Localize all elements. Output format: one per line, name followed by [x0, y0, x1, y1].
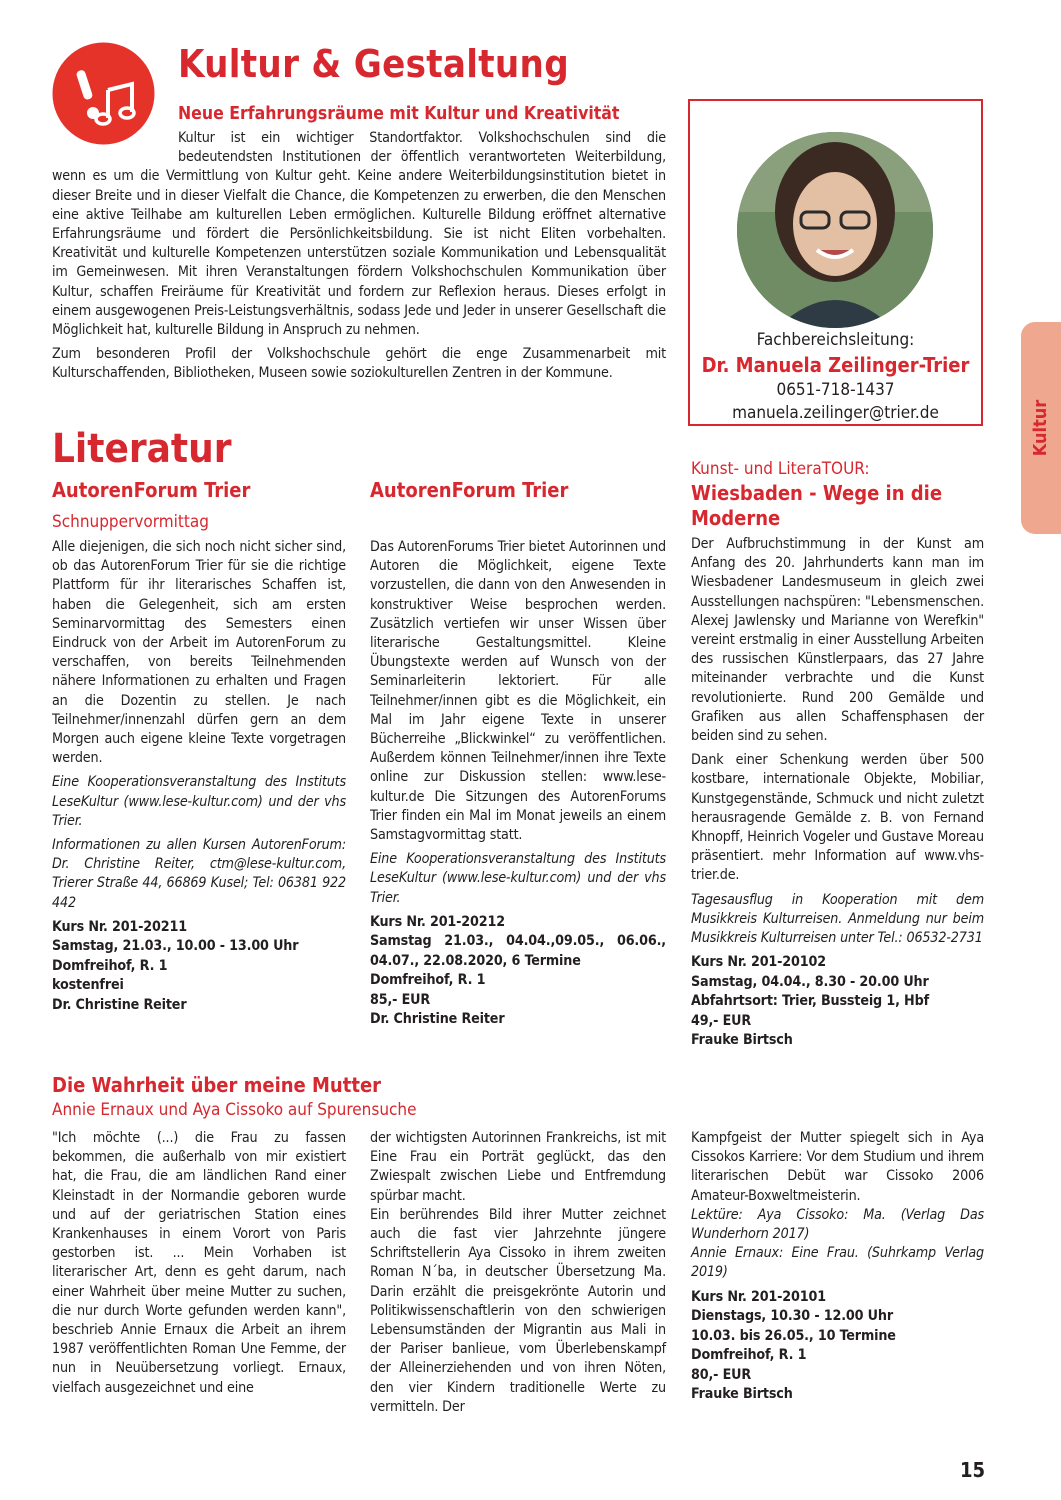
- contact-photo: [737, 132, 933, 328]
- tour-body1: Der Aufbruchstimmung in der Kunst am Anfang des 20. Jahrhunderts kann man im Wiesbadener Landesmuseum in gleich zwei Ausstellungen nachspüren: "Lebensmenschen. Alexej Jawlensky und Marianne von Werefkin" vereint erstmalig in einer Ausstellung Arbeiten des russischen Künstlerpaars, das 27 Jahre miteinander verbrachte und die Kunst revolutionierte. Rund 200 Gemälde und Grafiken aus allen Schaffensphasen der beiden sind zu sehen.: [691, 536, 984, 745]
- course1-note2: Informationen zu allen Kursen AutorenForum: Dr. Christine Reiter, ctm@lese-kultur.com, Trierer Straße 44, 66869 Kusel; Tel: 06381 922 442: [52, 837, 346, 911]
- wahrheit-teacher: Frauke Birtsch: [691, 1386, 793, 1403]
- course1-location: Domfreihof, R. 1: [52, 957, 168, 974]
- tour-kurs-nr: Kurs Nr. 201-20102: [691, 954, 826, 971]
- wahrheit-subtitle: Annie Ernaux und Aya Cissoko auf Spurensuche: [52, 1100, 417, 1120]
- wahrheit-col1: [52, 1129, 346, 1403]
- intro-paragraph-1: Kultur ist ein wichtiger Standortfaktor. Volkshochschulen sind die bedeutendsten Institutionen der öffentlich verantworteten Weiterbildung, wenn es um die Vermittlung von Kultur geht. Keine andere Weiterbildungsinstitution bietet in dieser Breite und in dieser Vielfalt die Chance, die Kompetenzen zu erwerben, die den Menschen eine aktive Teilhabe am kulturellen Leben ermöglichen. Kulturelle Bildung eröffnet alternative Erfahrungsräume und fördert die Persönlichkeitsbildung. Sie ist nicht Eliten vorbehalten. Kreativität und kulturelle Kompetenzen unterstützen soziale Kommunikation und Lebensqualität im Gemeinwesen. Mit ihren Veranstaltungen fördern Volkshochschulen Kommunikation über Kultur, schaffen Freiräume für Kreativität und fordern zur Reflexion heraus. Dieses erfolgt in einem ausgewogenen Preis-Leistungsverhältnis, sodass Jede und Jeder in unserer Gesellschaft die Möglichkeit hat, kulturelle Bildung in Anspruch zu nehmen.: [52, 130, 666, 339]
- tour-teacher: Frauke Birtsch: [691, 1032, 793, 1049]
- wahrheit-lit1: Lektüre: Aya Cissoko: Ma. (Verlag Das Wunderhorn 2017): [691, 1206, 984, 1243]
- wahrheit-title: Die Wahrheit über meine Mutter: [52, 1073, 382, 1097]
- tour-note: Tagesausflug in Kooperation mit dem Musikkreis Kulturreisen. Anmeldung nur beim Musikkreis Kulturreisen unter Tel.: 06532-2731: [691, 891, 984, 947]
- course1-date: Samstag, 21.03., 10.00 - 13.00 Uhr: [52, 938, 299, 955]
- wahrheit-col2: [370, 1129, 666, 1422]
- wahrheit-col2-text-a: der wichtigsten Autorinnen Frankreichs, ist mit Eine Frau ein Porträt geglückt, das den Zwiespalt zwischen Liebe und Entfremdung spürbar macht.: [370, 1130, 666, 1204]
- course1-title: AutorenForum Trier: [52, 478, 251, 502]
- contact-name: Dr. Manuela Zeilinger-Trier: [701, 353, 970, 377]
- course2-kurs-nr: Kurs Nr. 201-20212: [370, 913, 505, 930]
- course2-price: 85,- EUR: [370, 991, 431, 1008]
- tour-title: Wiesbaden - Wege in die Moderne: [691, 481, 943, 530]
- wahrheit-col3: [691, 1129, 984, 1405]
- contact-role: Fachbereichsleitung:: [756, 330, 915, 350]
- intro-paragraph-2: Zum besonderen Profil der Volkshochschule gehört die enge Zusammenarbeit mit Kulturschaffenden, Bibliotheken, Museen sowie soziokulturellen Zentren in der Kommune.: [52, 346, 666, 382]
- side-tab-label: Kultur: [1030, 399, 1051, 457]
- course2-date: Samstag 21.03., 04.04.,09.05., 06.06., 04.07., 22.08.2020, 6 Termine: [370, 933, 666, 969]
- course2-teacher: Dr. Christine Reiter: [370, 1011, 505, 1028]
- page-number: 15: [960, 1458, 986, 1482]
- tour-price: 49,- EUR: [691, 1012, 752, 1029]
- wahrheit-col1-text: "Ich möchte (...) die Frau zu fassen bekommen, die außerhalb von mir existiert hat, die Frau, die am ländlichen Rand einer Kleinstadt in der Normandie geboren wurde und auf der geriatrischen Station eines Krankenhauses in einem Vorort von Paris gestorben ist. ... Mein Vorhaben ist literarischer Art, denn es geht darum, nach einer Wahrheit über meine Mutter zu suchen, die nur durch Worte gefunden werden kann", beschrieb Annie Ernaux die Arbeit an ihrem 1987 veröffentlichten Roman Une Femme, der nun in Neuübersetzung vorliegt. Ernaux, vielfach ausgezeichnet und eine: [52, 1130, 346, 1396]
- wahrheit-price: 80,- EUR: [691, 1366, 752, 1383]
- course1-kurs-nr: Kurs Nr. 201-20211: [52, 918, 187, 935]
- course1-text: [52, 538, 346, 1015]
- contact-email: manuela.zeilinger@trier.de: [732, 403, 939, 423]
- wahrheit-location: Domfreihof, R. 1: [691, 1347, 807, 1364]
- intro-text: [52, 129, 666, 389]
- course2-body: Das AutorenForums Trier bietet Autorinnen und Autoren die Möglichkeit, eigene Texte vorzustellen, die dann von den Anwesenden in konstruktiver Weise besprochen werden. Zusätzlich vertiefen wir unser Wissen über literarische Gestaltungsmittel. Kleine Übungstexte werden auf Wunsch von der Seminarleiterin lektoriert. Für alle Teilnehmer/innen gibt es die Möglichkeit, ein Mal im Jahr eigene Texte in unserer Bücherreihe „Blickwinkel“ zu veröffentlichen. Außerdem können Teilnehmer/innen ihre Texte online zur Diskussion stellen: www.lese-kultur.de Die Sitzungen des AutorenForums Trier finden ein Mal im Monat jeweils an einem Samstagvormittag statt.: [370, 539, 666, 844]
- wahrheit-kurs-nr: Kurs Nr. 201-20101: [691, 1288, 826, 1305]
- course1-teacher: Dr. Christine Reiter: [52, 996, 187, 1013]
- course2-text: [370, 538, 666, 1030]
- wahrheit-period: 10.03. bis 26.05., 10 Termine: [691, 1327, 896, 1344]
- contact-box: [688, 99, 983, 426]
- wahrheit-lit2: Annie Ernaux: Eine Frau. (Suhrkamp Verlag 2019): [691, 1245, 984, 1281]
- tour-kicker: Kunst- und LiteraTOUR:: [691, 459, 870, 479]
- course2-location: Domfreihof, R. 1: [370, 972, 486, 989]
- page-title: Kultur & Gestaltung: [178, 42, 569, 86]
- tour-body2: Dank einer Schenkung werden über 500 kostbare, internationale Objekte, Mobiliar, Kunstgegenstände, Schmuck und nicht zuletzt herausragende Gemälde z. B. von Fernand Khnopff, Heinrich Vogeler und Gustave Moreau präsentiert. mehr Information auf www.vhs-trier.de.: [691, 752, 984, 884]
- section-heading: Literatur: [52, 426, 232, 472]
- tour-location: Abfahrtsort: Trier, Bussteig 1, Hbf: [691, 993, 929, 1010]
- course2-note1: Eine Kooperationsveranstaltung des Instituts LeseKultur (www.lese-kultur.com) und der vhs Trier.: [370, 851, 666, 906]
- course1-body: Alle diejenigen, die sich noch nicht sicher sind, ob das AutorenForum Trier für sie die richtige Plattform für ihr literarisches Schaffen ist, haben die Gelegenheit, sich am ersten Seminarvormittag des Semesters einen Eindruck von der Arbeit im AutorenForum zu verschaffen, von bereits Teilnehmenden nähere Informationen zu erhalten und Fragen an die Dozentin zu stellen. Je nach Teilnehmer/innenzahl dürfen gern an dem Morgen auch eigene kleine Texte vorgetragen werden.: [52, 539, 346, 767]
- section-side-tab: [1021, 322, 1061, 534]
- wahrheit-col2-text-b: Ein berührendes Bild ihrer Mutter zeichnet auch die fast vier Jahrzehnte jüngere Schriftstellerin Aya Cissoko in ihrem zweiten Roman N´ba, in deutscher Übersetzung Ma. Darin erzählt die preisgekrönte Autorin und Politikwissenschaftlerin von den schwierigen Lebensumständen der Migrantin aus Mali in der Pariser banlieue, vom Überlebenskampf der Alleinerziehenden und von ihren Nöten, den vier Kindern traditionelle Werte zu vermitteln. Der: [370, 1206, 666, 1415]
- tour-date: Samstag, 04.04., 8.30 - 20.00 Uhr: [691, 973, 929, 990]
- course1-subtitle: Schnuppervormittag: [52, 512, 209, 532]
- contact-phone: 0651-718-1437: [776, 380, 895, 400]
- course1-note1: Eine Kooperationsveranstaltung des Instituts LeseKultur (www.lese-kultur.com) und der vhs Trier.: [52, 774, 346, 829]
- wahrheit-date: Dienstags, 10.30 - 12.00 Uhr: [691, 1308, 893, 1325]
- wahrheit-col3-text: Kampfgeist der Mutter spiegelt sich in Aya Cissokos Karriere: Vor dem Studium und ihrem literarischen Debüt war Cissoko 2006 Amateur-Boxweltmeisterin.: [691, 1130, 984, 1204]
- tour-text: [691, 535, 984, 1051]
- course1-price: kostenfrei: [52, 977, 124, 994]
- course2-title: AutorenForum Trier: [370, 478, 569, 502]
- page-subtitle: Neue Erfahrungsräume mit Kultur und Kreativität: [178, 104, 620, 124]
